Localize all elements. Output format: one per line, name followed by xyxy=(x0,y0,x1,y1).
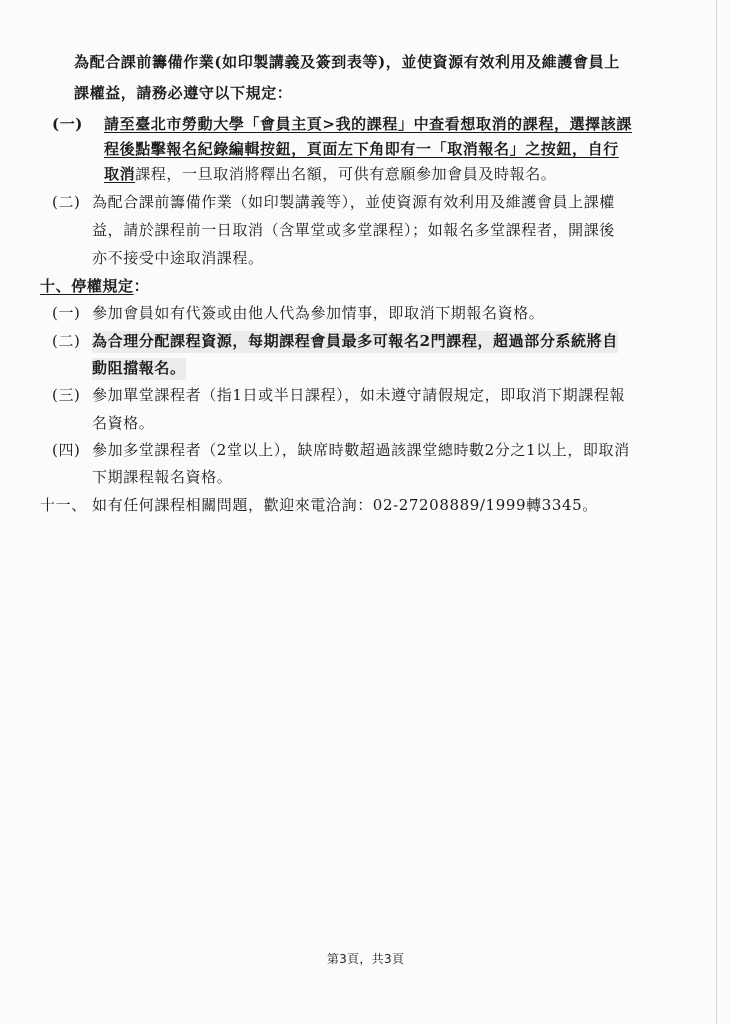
s10-item-1-line-1: 參加會員如有代簽或由他人代為參加情事，即取消下期報名資格。 xyxy=(92,304,545,322)
section-10-heading xyxy=(40,276,149,298)
s10-item-1-number: (一) xyxy=(52,304,81,322)
rule-1-underlined-word: 取消 xyxy=(104,165,136,183)
rule-2-number: (二) xyxy=(52,193,81,211)
s10-item-2-line-2: 動阻擋報名。 xyxy=(92,358,186,380)
rule-2-line-1: 為配合課前籌備作業（如印製講義等），並使資源有效利用及維護會員上課權 xyxy=(92,193,615,211)
section-10-number: 十、 xyxy=(40,277,72,295)
rule-1-number: (一) xyxy=(52,115,83,133)
rule-1-line-3-rest: 課程，一旦取消將釋出名額，可供有意願參加會員及時報名。 xyxy=(135,165,557,183)
section-11-text: 如有任何課程相關問題，歡迎來電洽詢：02-27208889/1999轉3345。 xyxy=(92,496,598,514)
s10-item-3-line-1: 參加單堂課程者（指1日或半日課程），如未遵守請假規定，即取消下期課程報 xyxy=(92,386,626,404)
intro-line-1: 為配合課前籌備作業(如印製講義及簽到表等)，並使資源有效利用及維護會員上 xyxy=(74,53,620,71)
page-number-footer: 第3頁，共3頁 xyxy=(326,952,405,966)
rule-2-line-2: 益，請於課程前一日取消（含單堂或多堂課程）；如報名多堂課程者，開課後 xyxy=(92,221,615,239)
section-11-number: 十一、 xyxy=(40,496,87,514)
s10-item-4-number: (四) xyxy=(52,441,81,459)
rule-1-line-1: 請至臺北市勞動大學「會員主頁>我的課程」中查看想取消的課程，選擇該課 xyxy=(104,115,632,133)
rule-2-line-3: 亦不接受中途取消課程。 xyxy=(92,249,264,267)
rule-1-line-2: 程後點擊報名紀錄編輯按鈕，頁面左下角即有一「取消報名」之按鈕，自行 xyxy=(104,140,619,158)
page-edge-line xyxy=(716,0,717,1024)
s10-item-4-line-2: 下期課程報名資格。 xyxy=(92,468,233,486)
s10-item-2-number: (二) xyxy=(52,332,81,350)
s10-item-4-line-1: 參加多堂課程者（2堂以上），缺席時數超過該課堂總時數2分之1以上，即取消 xyxy=(92,441,630,459)
intro-line-2: 課權益，請務必遵守以下規定： xyxy=(74,84,293,102)
s10-item-3-number: (三) xyxy=(52,386,81,404)
s10-item-3-line-2: 名資格。 xyxy=(92,414,155,432)
section-10-colon: ： xyxy=(133,277,150,295)
section-10-title: 停權規定 xyxy=(71,277,134,295)
rule-1-line-3 xyxy=(104,164,556,186)
s10-item-2-line-1: 為合理分配課程資源，每期課程會員最多可報名2門課程，超過部分系統將自 xyxy=(92,331,618,353)
